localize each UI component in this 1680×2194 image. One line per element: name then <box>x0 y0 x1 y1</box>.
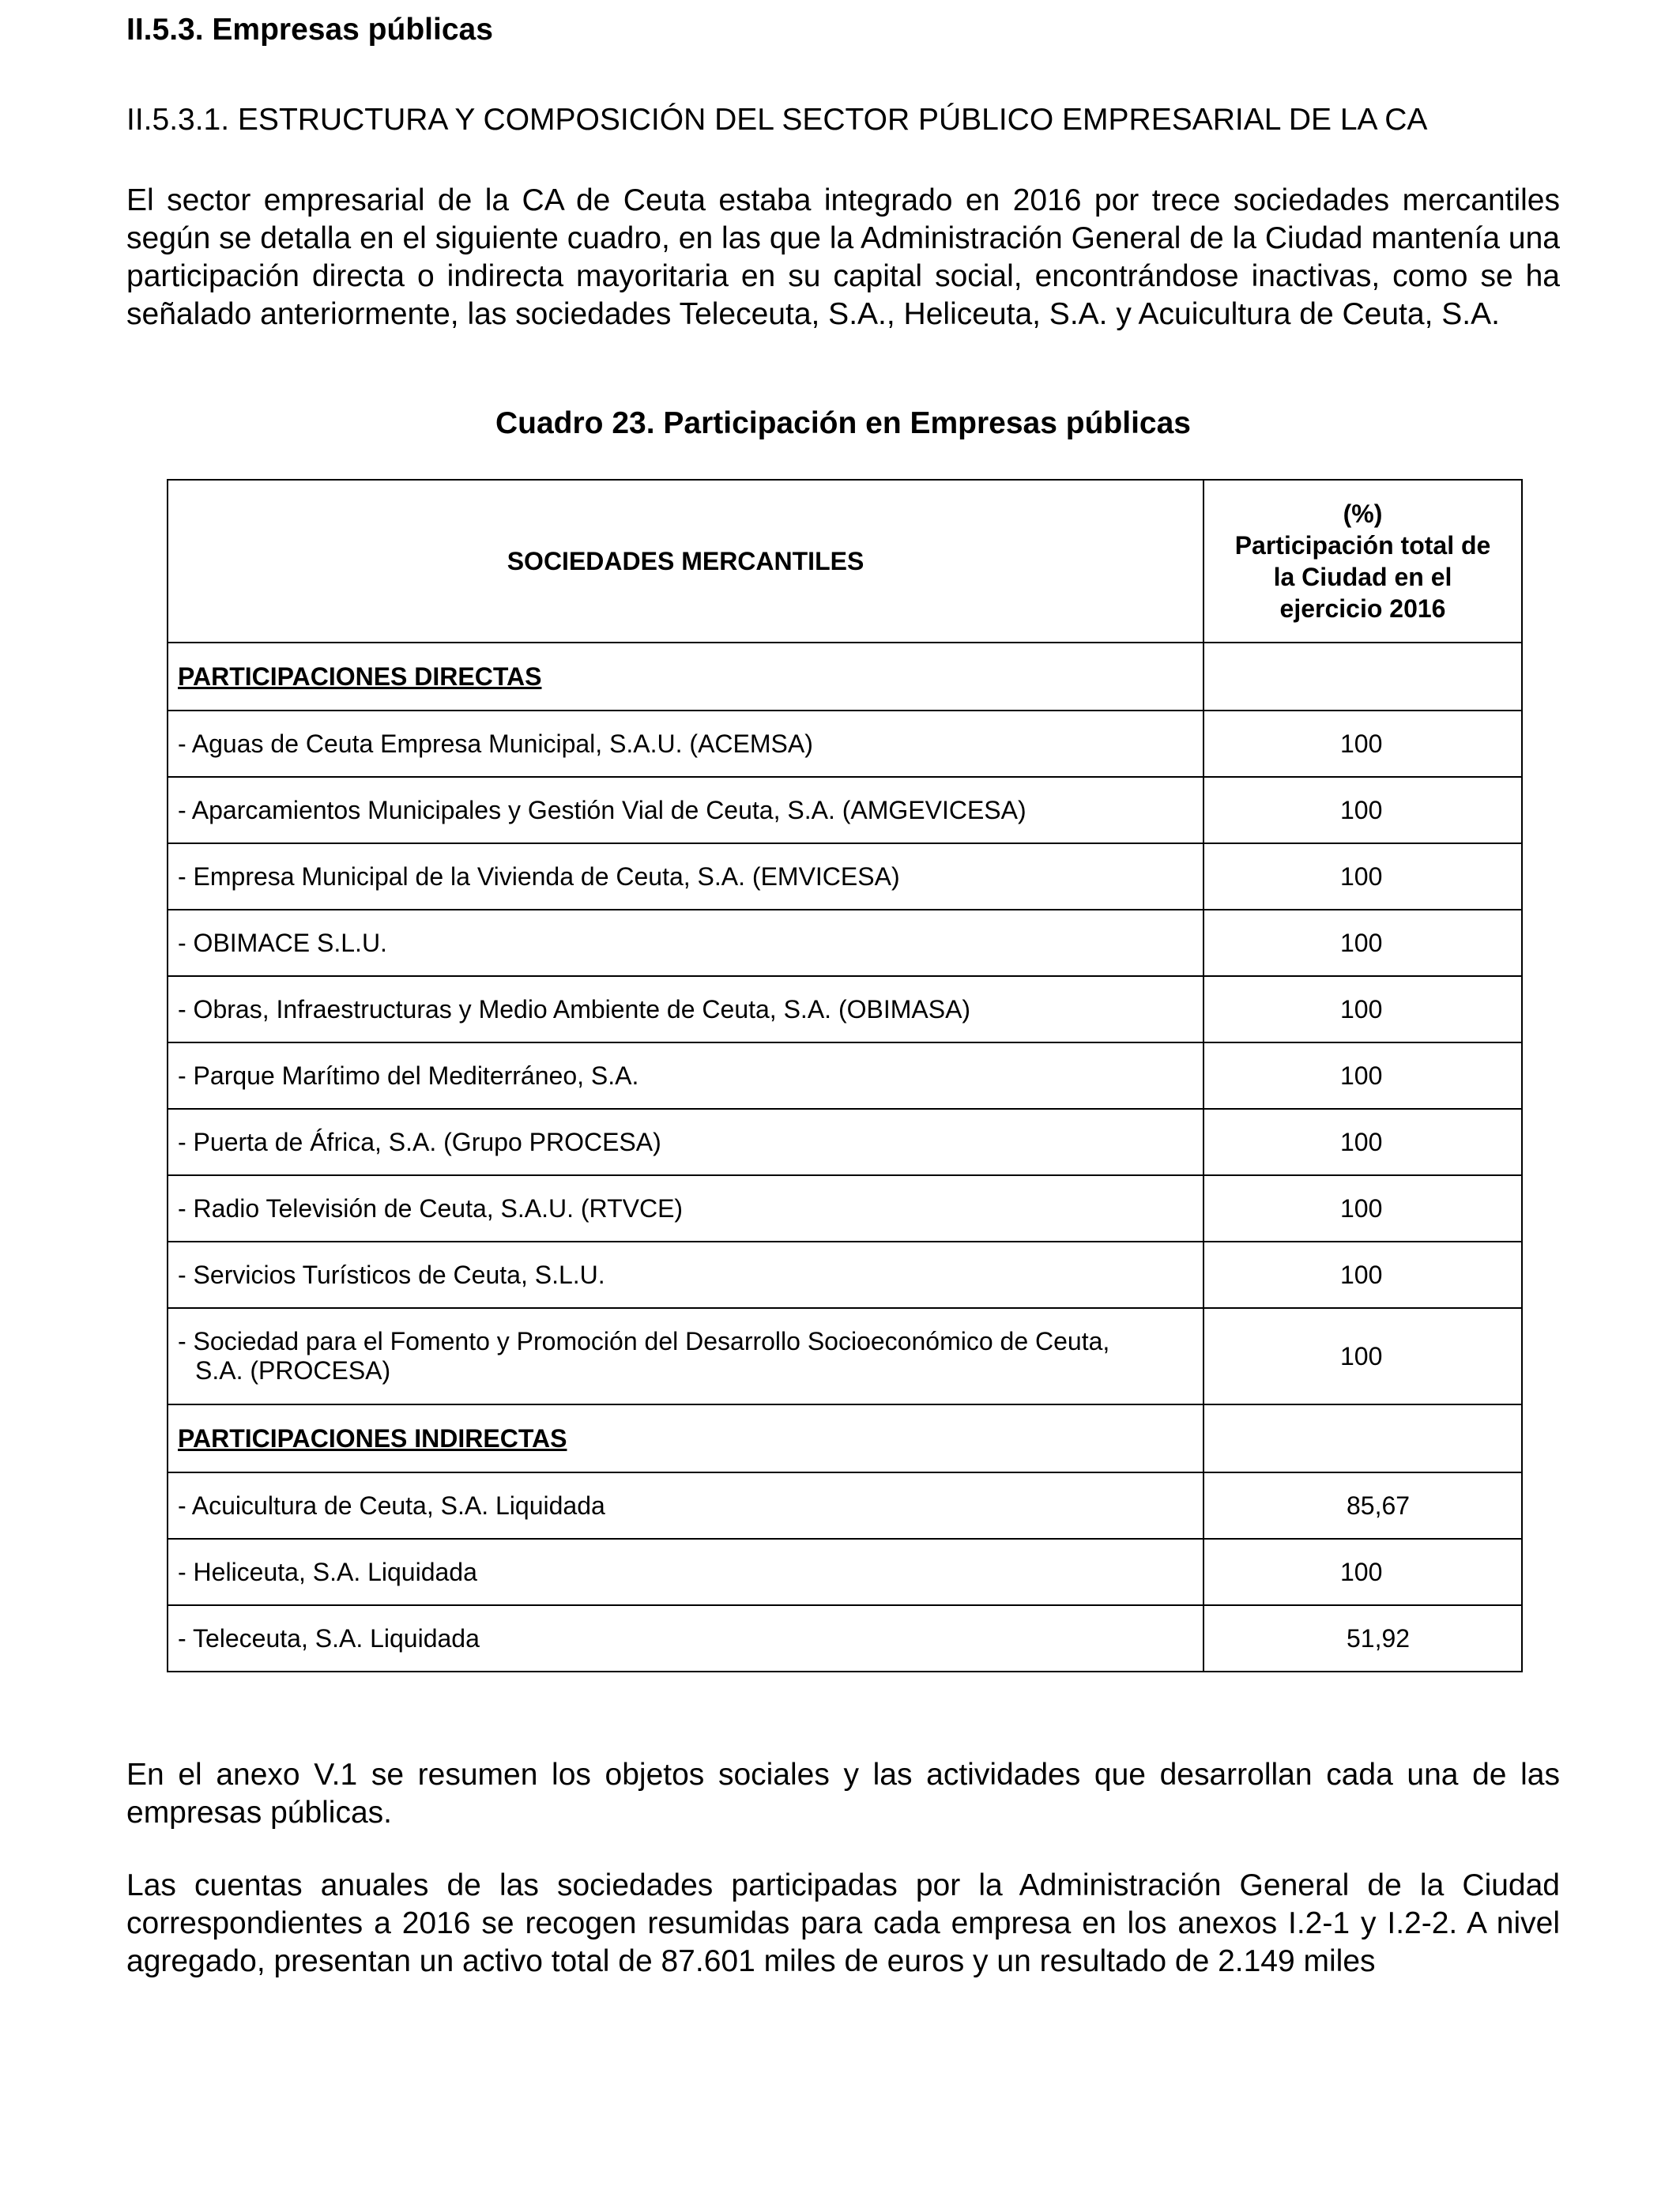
header-percent: (%) <box>1343 499 1383 528</box>
header-line-4: ejercicio 2016 <box>1279 594 1446 623</box>
header-line-2: Participación total de <box>1234 531 1491 560</box>
company-name: - Puerta de África, S.A. (Grupo PROCESA) <box>168 1109 1203 1175</box>
company-name-line-1: - Sociedad para el Fomento y Promoción del Desarrollo Socioeconómico de Ceuta, <box>178 1327 1110 1355</box>
header-companies: SOCIEDADES MERCANTILES <box>168 480 1203 643</box>
table-row <box>168 1308 1522 1404</box>
company-name: - Obras, Infraestructuras y Medio Ambiente de Ceuta, S.A. (OBIMASA) <box>168 976 1203 1042</box>
participation-value: 100 <box>1203 1242 1522 1308</box>
company-name: - Servicios Turísticos de Ceuta, S.L.U. <box>168 1242 1203 1308</box>
header-line-3: la Ciudad en el <box>1273 563 1452 591</box>
company-name: - Aparcamientos Municipales y Gestión Vial de Ceuta, S.A. (AMGEVICESA) <box>168 777 1203 843</box>
table-row <box>168 1109 1522 1175</box>
company-name: - Empresa Municipal de la Vivienda de Ceuta, S.A. (EMVICESA) <box>168 843 1203 910</box>
section-heading: II.5.3. Empresas públicas <box>126 13 493 47</box>
table-header-row <box>168 480 1522 643</box>
table-row <box>168 976 1522 1042</box>
group-label-direct: PARTICIPACIONES DIRECTAS <box>168 643 1203 711</box>
company-name: - Teleceuta, S.A. Liquidada <box>168 1605 1203 1672</box>
participation-value: 100 <box>1203 843 1522 910</box>
group-value-empty <box>1203 643 1522 711</box>
table-row <box>168 1042 1522 1109</box>
company-name-line-2: S.A. (PROCESA) <box>195 1356 391 1385</box>
table-row <box>168 843 1522 910</box>
company-name: - OBIMACE S.L.U. <box>168 910 1203 976</box>
participation-value: 100 <box>1203 711 1522 777</box>
group-value-empty <box>1203 1404 1522 1472</box>
annex-paragraph: En el anexo V.1 se resumen los objetos sociales y las actividades que desarrollan cada una de las empresas públicas. <box>126 1758 1560 1830</box>
participation-table <box>167 479 1523 1672</box>
intro-paragraph: El sector empresarial de la CA de Ceuta estaba integrado en 2016 por trece sociedades mercantiles según se detalla en el siguiente cuadro, en las que la Administración General de la Ciudad mantenía una participación directa o indirecta mayoritaria en su capital social, encontrándose inactivas, como se ha señalado anteriormente, las sociedades Teleceuta, S.A., Heliceuta, S.A. y Acuicultura de Ceuta, S.A. <box>126 183 1560 331</box>
participation-value: 100 <box>1203 976 1522 1042</box>
group-row-direct <box>168 643 1522 711</box>
participation-value: 100 <box>1203 1042 1522 1109</box>
table-row <box>168 1605 1522 1672</box>
subsection-heading: II.5.3.1. ESTRUCTURA Y COMPOSICIÓN DEL SECTOR PÚBLICO EMPRESARIAL DE LA CA <box>126 103 1428 137</box>
company-name <box>168 1308 1203 1404</box>
participation-value: 100 <box>1203 777 1522 843</box>
company-name: - Radio Televisión de Ceuta, S.A.U. (RTVCE) <box>168 1175 1203 1242</box>
table-row <box>168 777 1522 843</box>
group-label-indirect: PARTICIPACIONES INDIRECTAS <box>168 1404 1203 1472</box>
company-name: - Heliceuta, S.A. Liquidada <box>168 1539 1203 1605</box>
participation-value: 100 <box>1203 1308 1522 1404</box>
accounts-paragraph: Las cuentas anuales de las sociedades participadas por la Administración General de la Ciudad correspondientes a 2016 se recogen resumidas para cada empresa en los anexos I.2-1 y I.2-2. A nivel agregado, presentan un activo total de 87.601 miles de euros y un resultado de 2.149 miles <box>126 1868 1560 1978</box>
participation-value: 100 <box>1203 1175 1522 1242</box>
table-row <box>168 910 1522 976</box>
table-row <box>168 1472 1522 1539</box>
company-name: - Acuicultura de Ceuta, S.A. Liquidada <box>168 1472 1203 1539</box>
company-name: - Aguas de Ceuta Empresa Municipal, S.A.U. (ACEMSA) <box>168 711 1203 777</box>
group-row-indirect <box>168 1404 1522 1472</box>
table-row <box>168 1175 1522 1242</box>
participation-value: 100 <box>1203 910 1522 976</box>
participation-value: 51,92 <box>1203 1605 1522 1672</box>
company-name: - Parque Marítimo del Mediterráneo, S.A. <box>168 1042 1203 1109</box>
header-participation <box>1203 480 1522 643</box>
table-row <box>168 1539 1522 1605</box>
table-caption: Cuadro 23. Participación en Empresas públicas <box>495 406 1191 440</box>
table-row <box>168 1242 1522 1308</box>
participation-value: 85,67 <box>1203 1472 1522 1539</box>
table-row <box>168 711 1522 777</box>
participation-value: 100 <box>1203 1539 1522 1605</box>
participation-value: 100 <box>1203 1109 1522 1175</box>
